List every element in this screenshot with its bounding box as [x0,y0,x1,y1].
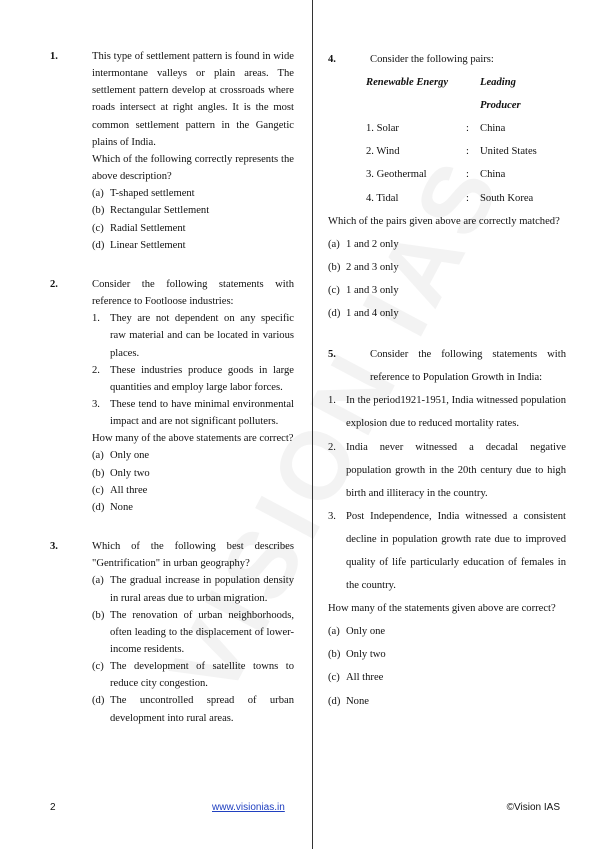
question-number: 2. [50,278,58,290]
header-renewable-energy: Renewable Energy [366,77,449,89]
option[interactable]: (b) Only two [328,649,386,661]
question-number: 3. [50,541,58,553]
question-text: This type of settlement pattern is found in wide intermontane valleys or plain areas. The settlement pattern develop at crossroads where roads intersect at right angles. It is the most common settlement pattern in the Gangetic plains of India. [92,51,294,148]
option[interactable]: (c) 1 and 3 only [328,284,399,296]
header-leading-producer: Leading Producer [480,77,521,112]
statement: 2. India never witnessed a decadal negative population growth in the 20th century due to high birth and illiteracy in the country. [328,441,566,499]
question-4 [328,48,566,325]
page-footer [50,800,560,816]
question-number: 5. [328,349,336,361]
page-number: 2 [50,802,56,813]
question-1 [50,48,294,254]
pairs-table [366,71,566,210]
option[interactable]: (b) 2 and 3 only [328,261,399,273]
option[interactable]: (d) Linear Settlement [92,239,186,251]
pair-row: 2. Wind : United States [366,146,537,158]
option[interactable]: (b) Only two [92,467,150,479]
question-text: Consider the following statements with reference to Footloose industries: [92,278,294,308]
question-number: 1. [50,51,58,62]
question-prompt: How many of the above statements are correct? [92,433,294,445]
column-divider [312,0,313,849]
question-number: 4. [328,54,336,65]
pair-row: 1. Solar : China [366,123,506,135]
question-prompt: How many of the statements given above are correct? [328,603,556,615]
statement: 1. In the period1921-1951, India witnessed population explosion due to reduced mortality rates. [328,395,566,430]
question-prompt: Which of the following correctly represents the above description? [92,153,294,183]
option[interactable]: (a) T-shaped settlement [92,188,195,200]
copyright: ©Vision IAS [506,802,560,813]
question-text: Which of the following best describes "Gentrification" in urban geography? [92,541,294,570]
statement: 1. They are not dependent on any specific raw material and can be located in various places. [92,313,294,359]
question-2 [50,276,294,516]
option[interactable]: (a) 1 and 2 only [328,238,399,250]
website-link[interactable]: www.visionias.in [212,802,285,813]
statement: 3. These tend to have minimal environmental impact and are not significant polluters. [92,398,294,428]
left-column [50,48,294,727]
option[interactable]: (d) The uncontrolled spread of urban development into rural areas. [92,695,294,724]
statement: 3. Post Independence, India witnessed a consistent decline in population growth rate due to improved quality of life particularly education of females in the country. [328,510,566,592]
question-text: Consider the following pairs: [370,54,494,65]
option[interactable]: (d) None [92,501,133,513]
pairs-header [366,71,566,117]
option[interactable]: (a) The gradual increase in population density in rural areas due to urban migration. [92,575,294,604]
option[interactable]: (c) All three [92,484,148,496]
option[interactable]: (b) Rectangular Settlement [92,205,210,217]
option[interactable]: (a) Only one [92,450,150,462]
option[interactable]: (c) The development of satellite towns to reduce city congestion. [92,661,294,690]
option[interactable]: (d) 1 and 4 only [328,308,399,320]
option[interactable]: (c) All three [328,672,384,684]
question-prompt: Which of the pairs given above are correctly matched? [328,215,560,227]
pair-row: 3. Geothermal : China [366,169,506,181]
question-5 [328,343,566,713]
option[interactable]: (a) Only one [328,626,386,638]
option[interactable]: (d) None [328,695,369,707]
statement: 2. These industries produce goods in large quantities and employ large labor forces. [92,364,294,393]
right-column [328,48,566,713]
option[interactable]: (c) Radial Settlement [92,222,186,234]
pair-row: 4. Tidal : South Korea [366,192,534,204]
option[interactable]: (b) The renovation of urban neighborhoods, often leading to the displacement of lower-income residents. [92,609,294,655]
question-text: Consider the following statements with reference to Population Growth in India: [370,349,566,384]
question-3 [50,538,294,727]
